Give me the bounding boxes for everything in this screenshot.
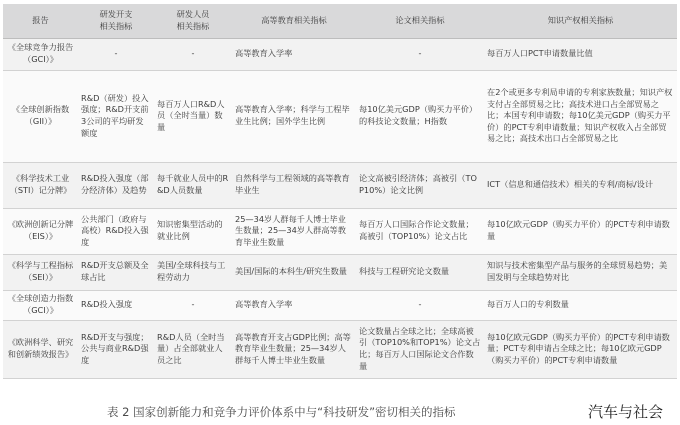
cell-rd-expense: - [78, 38, 154, 70]
table-caption-bar [0, 400, 680, 422]
header-rd-expense: 研发开支 相关指标 [78, 4, 154, 38]
cell-report: 《科学与工程指标（SEI）》 [3, 254, 78, 290]
cell-papers: 每百万人口国际合作论文数量；高被引（TOP10%）论文占比 [356, 208, 484, 254]
cell-higher-education: 自然科学与工程领域的高等教育毕业生 [232, 162, 356, 208]
cell-papers: - [356, 290, 484, 320]
cell-report: 《全球创新指数（GII）》 [3, 70, 78, 162]
cell-ip: 每百万人口PCT申请数量比值 [484, 38, 677, 70]
table-header-row [3, 4, 677, 38]
indicator-table [3, 4, 677, 379]
header-ip: 知识产权相关指标 [484, 4, 677, 38]
cell-ip: ICT（信息和通信技术）相关的专利/商标/设计 [484, 162, 677, 208]
cell-report: 《全球创造力指数（GCI）》 [3, 290, 78, 320]
cell-higher-education: 高等教育入学率 [232, 38, 356, 70]
cell-report: 《全球竞争力报告（GCI）》 [3, 38, 78, 70]
table-caption: 表 2 国家创新能力和竞争力评价体系中与“科技研发”密切相关的指标 [107, 405, 456, 419]
cell-report: 《欧洲科学、研究和创新绩效报告》 [3, 320, 78, 378]
table-row [3, 208, 677, 254]
cell-rd-staff: 知识密集型活动的就业比例 [154, 208, 232, 254]
header-higher-education: 高等教育相关指标 [232, 4, 356, 38]
cell-ip: 每10亿欧元GDP（购买力平价）的PCT专利申请数量 [484, 208, 677, 254]
cell-ip: 每百万人口的专利数量 [484, 290, 677, 320]
cell-higher-education: 高等教育入学率 [232, 290, 356, 320]
header-rd-staff: 研发人员 相关指标 [154, 4, 232, 38]
cell-rd-staff: - [154, 38, 232, 70]
cell-rd-staff: R&D人员（全时当量）占全部就业人员之比 [154, 320, 232, 378]
cell-rd-expense: R&D投入强度 [78, 290, 154, 320]
cell-rd-staff: 每百万人口R&D人员（全时当量）数量 [154, 70, 232, 162]
cell-rd-expense: R&D开支总额及全球占比 [78, 254, 154, 290]
cell-higher-education: 美国/国际的本科生/研究生数量 [232, 254, 356, 290]
cell-report: 《欧洲创新记分牌（EIS）》 [3, 208, 78, 254]
cell-rd-staff: 美国/全球科技与工程劳动力 [154, 254, 232, 290]
table-row [3, 162, 677, 208]
cell-report: 《科学技术工业（STI）记分牌》 [3, 162, 78, 208]
table-row [3, 38, 677, 70]
cell-papers: 论文数量占全球之比；全球高被引（TOP10%和TOP1%）论文占比；每百万人口国际论文合作数量 [356, 320, 484, 378]
cell-papers: 科技与工程研究论文数量 [356, 254, 484, 290]
cell-ip: 知识与技术密集型产品与服务的全球贸易趋势；美国发明与全球趋势对比 [484, 254, 677, 290]
cell-papers: 论文高被引经济体；高被引（TOP10%）论文比例 [356, 162, 484, 208]
table-row [3, 70, 677, 162]
header-report: 报告 [3, 4, 78, 38]
cell-papers: - [356, 38, 484, 70]
cell-ip: 每10亿欧元GDP（购买力平价）的PCT专利申请数量；PCT专利申请占全球之比；每10亿欧元GDP（购买力平价）的PCT专利申请数量 [484, 320, 677, 378]
table-row [3, 290, 677, 320]
header-papers: 论文相关指标 [356, 4, 484, 38]
cell-papers: 每10亿美元GDP（购买力平价）的科技论文数量；H指数 [356, 70, 484, 162]
cell-higher-education: 25—34岁人群每千人博士毕业生数量；25—34岁人群高等教育毕业生数量 [232, 208, 356, 254]
cell-rd-staff: 每千就业人员中的R&D人员数量 [154, 162, 232, 208]
cell-higher-education: 高等教育入学率；科学与工程毕业生比例；国外学生比例 [232, 70, 356, 162]
cell-ip: 在2个或更多专利局申请的专利家族数量；知识产权支付占全部贸易之比；高技术进口占全部贸易之比；本国专利申请数；每10亿美元GDP（购买力平价）的PCT专利申请数量；知识产权收入占全部贸易之比；高技术出口占全部贸易之比 [484, 70, 677, 162]
cell-rd-staff: - [154, 290, 232, 320]
table-row [3, 254, 677, 290]
source-watermark: 汽车与社会 [588, 403, 664, 421]
cell-rd-expense: 公共部门（政府与高校）R&D投入强度 [78, 208, 154, 254]
cell-higher-education: 高等教育开支占GDP比例；高等教育毕业生数量；25—34岁人群每千人博士毕业生数量 [232, 320, 356, 378]
cell-rd-expense: R&D投入强度（部分经济体）及趋势 [78, 162, 154, 208]
table-row [3, 320, 677, 378]
cell-rd-expense: R&D开支与强度；公共与商业R&D强度 [78, 320, 154, 378]
cell-rd-expense: R&D（研发）投入强度；R&D开支前3公司的平均研发额度 [78, 70, 154, 162]
